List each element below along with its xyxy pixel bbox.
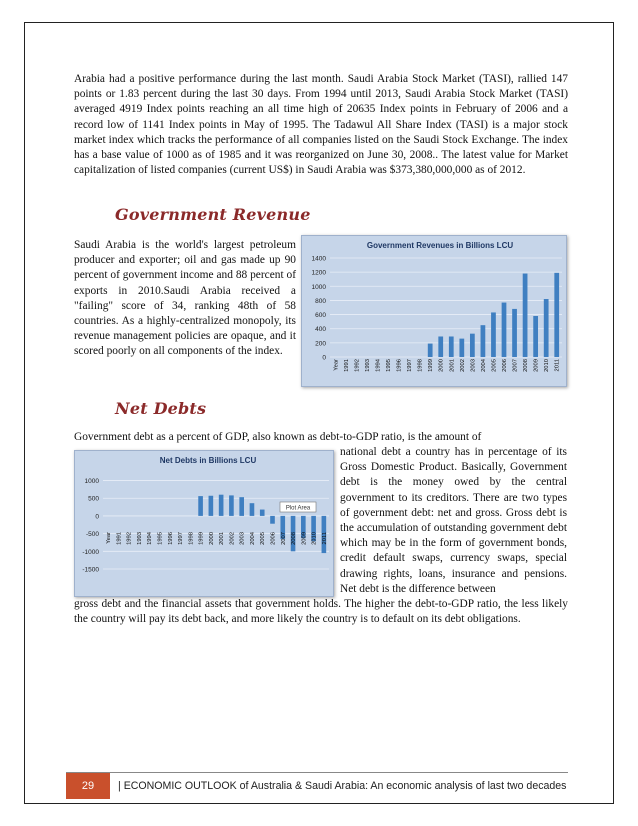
x-tick-label: Year	[333, 359, 340, 371]
bar	[544, 299, 549, 357]
x-tick-label: 2008	[523, 359, 530, 372]
bar	[470, 334, 475, 357]
x-tick-label: 2003	[470, 359, 477, 372]
bar	[198, 496, 203, 516]
x-tick-label: 1995	[386, 359, 392, 372]
y-tick-label: 600	[315, 312, 326, 320]
revenue-chart-svg	[302, 236, 568, 388]
y-tick-label: -1000	[82, 548, 99, 556]
chart-title: Net Debts in Billions LCU	[159, 456, 257, 465]
x-tick-label: 1992	[126, 532, 133, 545]
x-tick-label: 2008	[291, 532, 298, 545]
x-tick-label: 2009	[301, 532, 308, 545]
x-tick-label: 1997	[407, 359, 414, 372]
y-tick-label: 1400	[311, 255, 326, 263]
x-tick-label: 1995	[157, 532, 164, 545]
plot-area-tooltip: Plot Area	[285, 505, 311, 512]
chart-title: Government Revenues in Billions LCU	[366, 241, 514, 250]
x-tick-label: 1998	[417, 359, 424, 372]
debt-paragraph-top: Government debt as a percent of GDP, also known as debt-to-GDP ratio, is the amount of	[74, 431, 482, 443]
bar	[250, 503, 255, 516]
x-tick-label: 2006	[502, 359, 508, 372]
x-tick-label: 1994	[375, 359, 382, 372]
debt-paragraph-bottom: gross debt and the financial assets that government holds. The higher the debt-to-GDP ratio, the less likely the country will pay its debt back, and more likely the country is to default on its debt obligations.	[74, 598, 568, 626]
x-tick-label: 2010	[311, 532, 318, 545]
y-tick-label: 500	[88, 495, 99, 503]
bar	[449, 336, 454, 357]
bar	[260, 510, 265, 516]
y-tick-label: 0	[322, 354, 326, 362]
x-tick-label: 2000	[208, 532, 215, 545]
x-tick-label: 2009	[533, 359, 540, 372]
debt-chart-svg	[75, 451, 335, 598]
x-tick-label: 2002	[229, 532, 236, 545]
y-tick-label: 1000	[311, 283, 326, 291]
y-tick-label: 400	[315, 326, 326, 334]
x-tick-label: 2001	[449, 359, 456, 372]
bar	[219, 495, 224, 516]
x-tick-label: 1999	[428, 359, 435, 372]
x-tick-label: 2001	[219, 532, 226, 545]
bar	[229, 495, 234, 516]
bar	[481, 325, 486, 357]
government-revenue-heading: Government Revenue	[115, 205, 311, 224]
x-tick-label: 2005	[491, 359, 498, 372]
bar	[270, 516, 275, 524]
debt-paragraph-side: national debt a country has in percentage of its Gross Domestic Product. Basically, Government debt is the money owed by the central government to its creditors. There are two types of government debt: net and gross. Gross debt is the accumulation of outstanding government debt which may be in the form of government bonds, credit default swaps, currency swaps, special drawing rights, loans, insurance and pensions. Net debt is the difference between	[340, 446, 567, 595]
bar	[512, 309, 517, 357]
y-tick-label: 200	[315, 340, 326, 348]
x-tick-label: 2004	[249, 532, 256, 545]
bar	[239, 497, 244, 516]
x-tick-label: 2002	[459, 359, 466, 372]
x-tick-label: 1991	[343, 359, 350, 372]
bar	[209, 496, 214, 516]
x-tick-label: 2007	[280, 532, 287, 545]
x-tick-label: 2000	[438, 359, 445, 372]
x-tick-label: 2006	[270, 532, 277, 545]
bar	[428, 344, 433, 357]
bar	[491, 312, 496, 357]
x-tick-label: 1994	[147, 532, 154, 545]
x-tick-label: 1992	[354, 359, 361, 372]
net-debts-chart	[74, 450, 334, 597]
intro-paragraph: Arabia had a positive performance during the last month. Saudi Arabia Stock Market (TASI), rallied 147 points or 1.83 percent during the last 30 days. From 1994 until 2013, Saudi Arabia Stock Market (TASI) averaged 4919 Index points reaching an all time high of 20635 Index points in February of 2006 and a record low of 1141 Index points in May of 1995. The Tadawul All Share Index (TASI) is a major stock market index which tracks the performance of all companies listed on the Saudi Stock Exchange. The index has a base value of 1000 as of 1985 and it was reorganized on June 30, 2008.. The latest value for Market capitalization of listed companies (current US$) in Saudi Arabia was $373,380,000,000 as of 2012.	[74, 73, 568, 177]
bar	[438, 336, 443, 357]
page-number: 29	[66, 773, 110, 799]
x-tick-label: 2010	[544, 359, 551, 372]
x-tick-label: 1993	[136, 532, 143, 545]
y-tick-label: 1000	[84, 478, 99, 486]
bar	[459, 339, 464, 357]
x-tick-label: 1996	[396, 359, 403, 372]
bar	[554, 273, 559, 357]
bar	[533, 316, 538, 357]
x-tick-label: 1991	[116, 532, 123, 545]
footer-title: | ECONOMIC OUTLOOK of Australia & Saudi Arabia: An economic analysis of last two decades	[118, 780, 567, 792]
y-tick-label: 1200	[311, 269, 326, 277]
y-tick-label: 0	[95, 513, 99, 521]
x-tick-label: 2003	[239, 532, 246, 545]
y-tick-label: 800	[315, 297, 326, 305]
y-tick-label: -500	[85, 531, 99, 539]
x-tick-label: 2005	[260, 532, 267, 545]
x-tick-label: 1997	[178, 532, 185, 545]
x-tick-label: 1993	[364, 359, 371, 372]
x-tick-label: 2011	[321, 532, 328, 545]
government-revenue-chart	[301, 235, 567, 387]
bar	[502, 303, 507, 357]
x-tick-label: 2004	[480, 359, 487, 372]
revenue-paragraph: Saudi Arabia is the world's largest petroleum producer and exporter; oil and gas made up 90 percent of government income and 88 percent of exports in 2010.Saudi Arabia received a "failing" score of 34, ranking 48th of 58 countries. As a highly-centralized monopoly, its revenue management policies are opaque, and it scored poorly on all components of the index.	[74, 239, 296, 358]
y-tick-label: -1500	[82, 566, 99, 574]
bar	[523, 274, 528, 357]
page-footer	[66, 772, 568, 799]
x-tick-label: 2011	[554, 359, 561, 372]
x-tick-label: 1996	[167, 532, 174, 545]
x-tick-label: 1999	[198, 532, 205, 545]
net-debts-heading: Net Debts	[115, 399, 207, 418]
x-tick-label: Year	[106, 532, 113, 544]
x-tick-label: 2007	[512, 359, 519, 372]
x-tick-label: 1998	[188, 532, 195, 545]
